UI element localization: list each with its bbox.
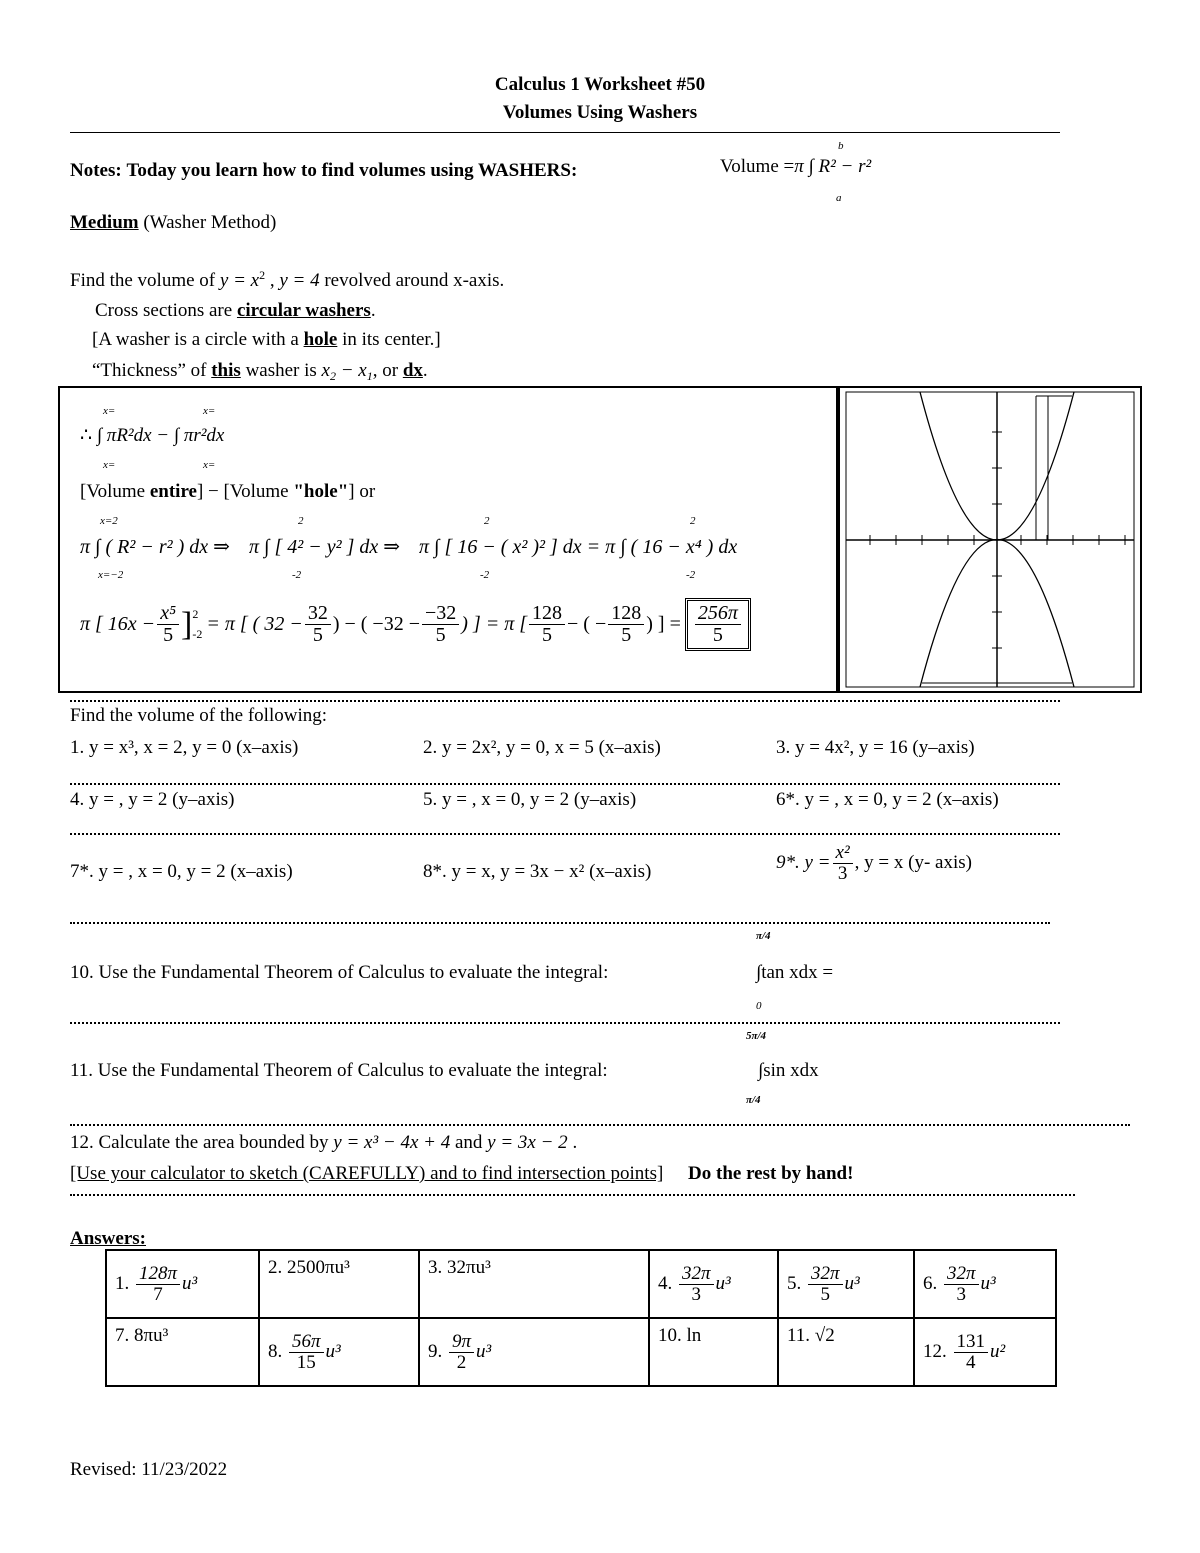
divider [70,132,1060,133]
step2-words: [Volume entire] − [Volume "hole"] or [80,481,376,502]
graph-box [838,386,1142,693]
answer-10: 10. ln [649,1318,778,1386]
problem-10: 10. Use the Fundamental Theorem of Calculus to evaluate the integral: [70,962,609,983]
problem-12-note: [Use your calculator to sketch (CAREFULLY) and to find intersection points] Do the rest by hand! [70,1163,854,1184]
problem-8: 8*. y = x, y = 3x − x² (x–axis) [423,861,652,882]
dotted-divider [70,833,1060,835]
page-subtitle: Volumes Using Washers [502,102,698,123]
answer-11: 11. √2 [778,1318,914,1386]
notes-text: Today you learn how to find volumes using WASHERS: [126,160,578,181]
answer-12: 12. $\frac{131}{4}$ u² [914,1318,1056,1386]
dotted-divider [70,1124,1130,1126]
step1-lower-limit-2: x= [203,459,216,471]
answer-9: 9. $\frac{9\pi}{2}$ u³ [419,1318,649,1386]
step3-lower-3: -2 [480,569,490,581]
medium-heading: Medium (Washer Method) [70,212,277,233]
dotted-divider [70,1022,1060,1024]
problem-11: 11. Use the Fundamental Theorem of Calculus to evaluate the integral: [70,1060,608,1081]
p10-lower-limit: 0 [756,1000,762,1012]
answer-1: 1. $\frac{128\pi}{7}$ u³ [106,1250,259,1318]
parabola-graph [840,388,1140,691]
example-prompt: Find the volume of $y = x^2$ , y = 4 revolved around x-axis. [70,268,505,291]
answer-3: 3. 32πu³ [419,1250,649,1318]
p10-upper-limit: π/4 [756,930,771,942]
problems-intro: Find the volume of the following: [70,705,328,726]
problem-6: 6*. y = , x = 0, y = 2 (x–axis) [776,789,999,810]
p11-integral: ∫sin xdx [758,1060,819,1081]
step1-upper-limit-2: x= [203,405,216,417]
example-line-1: Cross sections are circular washers. [95,300,376,321]
p11-upper-limit: 5π/4 [746,1030,767,1042]
step3-lower-1: x=−2 [98,569,124,581]
step3-lower-4: -2 [686,569,696,581]
dotted-divider [70,1194,1075,1196]
example-line-3: “Thickness” of this washer is $x_2 - x_1$, or dx. [92,360,428,383]
problem-5: 5. y = , x = 0, y = 2 (y–axis) [423,789,637,810]
problem-12: 12. Calculate the area bounded by y = x³ − 4x + 4 and y = 3x − 2 . [70,1132,578,1153]
answer-2: 2. 2500πu³ [259,1250,419,1318]
problem-9: 9*. y = $\frac{\text{x²}}{3}$ , y = x (y- axis) [776,842,972,884]
step3-lower-2: -2 [292,569,302,581]
problem-7: 7*. y = , x = 0, y = 2 (x–axis) [70,861,293,882]
dotted-divider [70,783,1060,785]
p11-lower-limit: π/4 [746,1094,761,1106]
formula-upper-limit: b [838,140,844,152]
step3-upper-3: 2 [484,515,490,527]
formula-lower-limit: a [836,192,842,204]
step3-upper-4: 2 [690,515,696,527]
step1: ∴ ∫ πR²dx − ∫ πr²dx [80,425,225,446]
step3-upper-1: x=2 [100,515,118,527]
step1-lower-limit: x= [103,459,116,471]
revised-date: Revised: 11/23/2022 [70,1459,228,1480]
dotted-divider [70,922,1050,924]
dotted-divider [70,700,1060,702]
volume-formula: Volume =π ∫ R² − r² [720,156,872,177]
final-answer-box: $\frac{256\pi}{5}$ [685,598,751,651]
answer-7: 7. 8πu³ [106,1318,259,1386]
problem-4: 4. y = , y = 2 (y–axis) [70,789,235,810]
problem-3: 3. y = 4x², y = 16 (y–axis) [776,737,975,758]
step1-upper-limit: x= [103,405,116,417]
answer-6: 6. $\frac{32\pi}{3}$ u³ [914,1250,1056,1318]
step3: π ∫ ( R² − r² ) dx ⇒ π ∫ [ 4² − y² ] dx ⇒ π ∫ [ 16 − ( x² )² ] dx = π ∫ ( 16 − x⁴ ) dx [80,536,738,558]
example-line-2: [A washer is a circle with a hole in its center.] [92,329,441,350]
notes-label: Notes: [70,160,122,181]
answer-5: 5. $\frac{32\pi}{5}$ u³ [778,1250,914,1318]
answers-table [105,1249,1057,1387]
p10-integral: ∫tan xdx = [756,962,834,983]
answer-4: 4. $\frac{32\pi}{3}$ u³ [649,1250,778,1318]
notes-line [70,160,577,182]
problem-2: 2. y = 2x², y = 0, x = 5 (x–axis) [423,737,661,758]
answers-label: Answers: [70,1228,146,1249]
answer-8: 8. $\frac{56\pi}{15}$ u³ [259,1318,419,1386]
problem-1: 1. y = x³, x = 2, y = 0 (x–axis) [70,737,299,758]
step3-upper-2: 2 [298,515,304,527]
step4: π [ 16x − $\frac{\text{x⁵}}{5}$ ] 2 -2 = π [ ( 32 − $\frac{32}{5}$ ) − ( −32 − $\frac{-32}{5}$ ) ] = π [ $\frac{128}{5}$ − ( − $\frac{128}{5}$ ) ] = $\frac{256\pi}{5}$ [80,598,751,651]
page-title: Calculus 1 Worksheet #50 [494,74,706,95]
